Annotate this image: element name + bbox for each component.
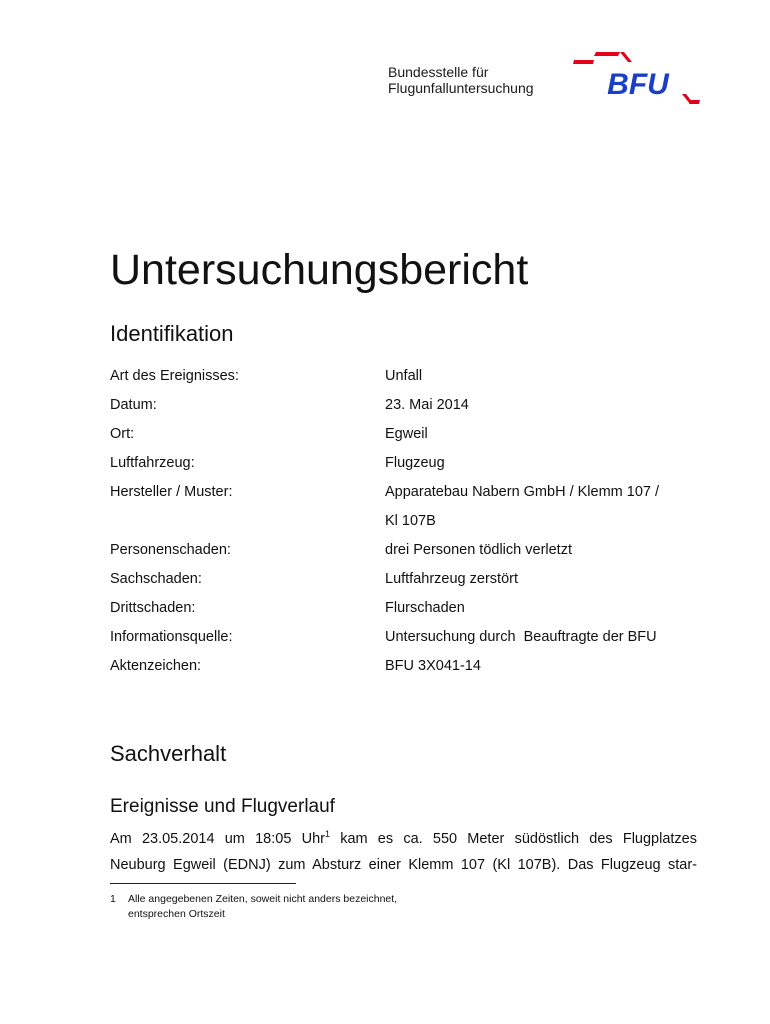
ident-label: Sachschaden: xyxy=(110,571,202,587)
ident-label: Aktenzeichen: xyxy=(110,658,202,674)
ident-label: Personenschaden: xyxy=(110,542,231,558)
footnote xyxy=(110,892,397,922)
ident-label: Luftfahrzeug: xyxy=(110,455,195,471)
ident-value: Flurschaden xyxy=(385,600,465,616)
ident-label: Hersteller / Muster: xyxy=(110,484,233,500)
ident-row-damage xyxy=(110,565,710,594)
facts-paragraph-line1 xyxy=(110,826,697,852)
organization-name-line1: Bundesstelle für xyxy=(388,64,489,80)
footnote-text xyxy=(128,892,397,922)
ident-value-line1: Apparatebau Nabern GmbH / Klemm 107 / xyxy=(385,484,660,500)
organization-name xyxy=(388,64,534,96)
ident-label: Ort: xyxy=(110,426,135,442)
ident-value: Untersuchung durch Beauftragte der BFU xyxy=(385,629,657,645)
ident-row-date xyxy=(110,391,710,420)
facts-text-start: Am 23.05.2014 um 18:05 Uhr xyxy=(110,831,325,847)
facts-paragraph xyxy=(110,826,697,878)
footnote-divider xyxy=(110,883,296,884)
footnote-line2: entsprechen Ortszeit xyxy=(128,908,225,920)
ident-value-line2: Kl 107B xyxy=(385,513,436,529)
bfu-logo-text: BFU xyxy=(607,68,669,101)
organization-name-line2: Flugunfalluntersuchung xyxy=(388,80,534,96)
report-title: Untersuchungsbericht xyxy=(110,246,529,294)
ident-row-aircraft xyxy=(110,449,710,478)
facts-text-cont: kam es ca. 550 Meter südöstlich des Flugplatzes xyxy=(329,831,697,847)
ident-label: Art des Ereignisses: xyxy=(110,368,239,384)
ident-value: 23. Mai 2014 xyxy=(385,397,469,413)
events-subheading: Ereignisse und Flugverlauf xyxy=(110,796,335,817)
ident-row-file-number xyxy=(110,652,710,681)
ident-value: Flugzeug xyxy=(385,455,445,471)
footnote-line1: Alle angegebenen Zeiten, soweit nicht anders bezeichnet, xyxy=(128,893,398,905)
ident-value: Luftfahrzeug zerstört xyxy=(385,571,518,587)
ident-row-event-type xyxy=(110,362,710,391)
footnote-reference: 1 xyxy=(324,829,330,840)
ident-row-injuries xyxy=(110,536,710,565)
ident-value: Unfall xyxy=(385,368,423,384)
ident-value: drei Personen tödlich verletzt xyxy=(385,542,572,558)
ident-label: Informationsquelle: xyxy=(110,629,233,645)
ident-label: Datum: xyxy=(110,397,157,413)
facts-heading: Sachverhalt xyxy=(110,741,227,766)
ident-row-location xyxy=(110,420,710,449)
facts-paragraph-line2: Neuburg Egweil (EDNJ) zum Absturz einer Klemm 107 (Kl 107B). Das Flugzeug star- xyxy=(110,857,697,873)
ident-row-third-party-damage xyxy=(110,594,710,623)
bfu-logo xyxy=(572,50,702,112)
ident-value: Egweil xyxy=(385,426,428,442)
ident-value: BFU 3X041-14 xyxy=(385,658,481,674)
ident-label: Drittschaden: xyxy=(110,600,196,616)
identification-table xyxy=(110,362,710,681)
ident-row-manufacturer xyxy=(110,478,710,536)
ident-row-info-source xyxy=(110,623,710,652)
footnote-number: 1 xyxy=(110,893,116,905)
ident-value xyxy=(385,478,705,536)
identification-heading: Identifikation xyxy=(110,321,234,346)
